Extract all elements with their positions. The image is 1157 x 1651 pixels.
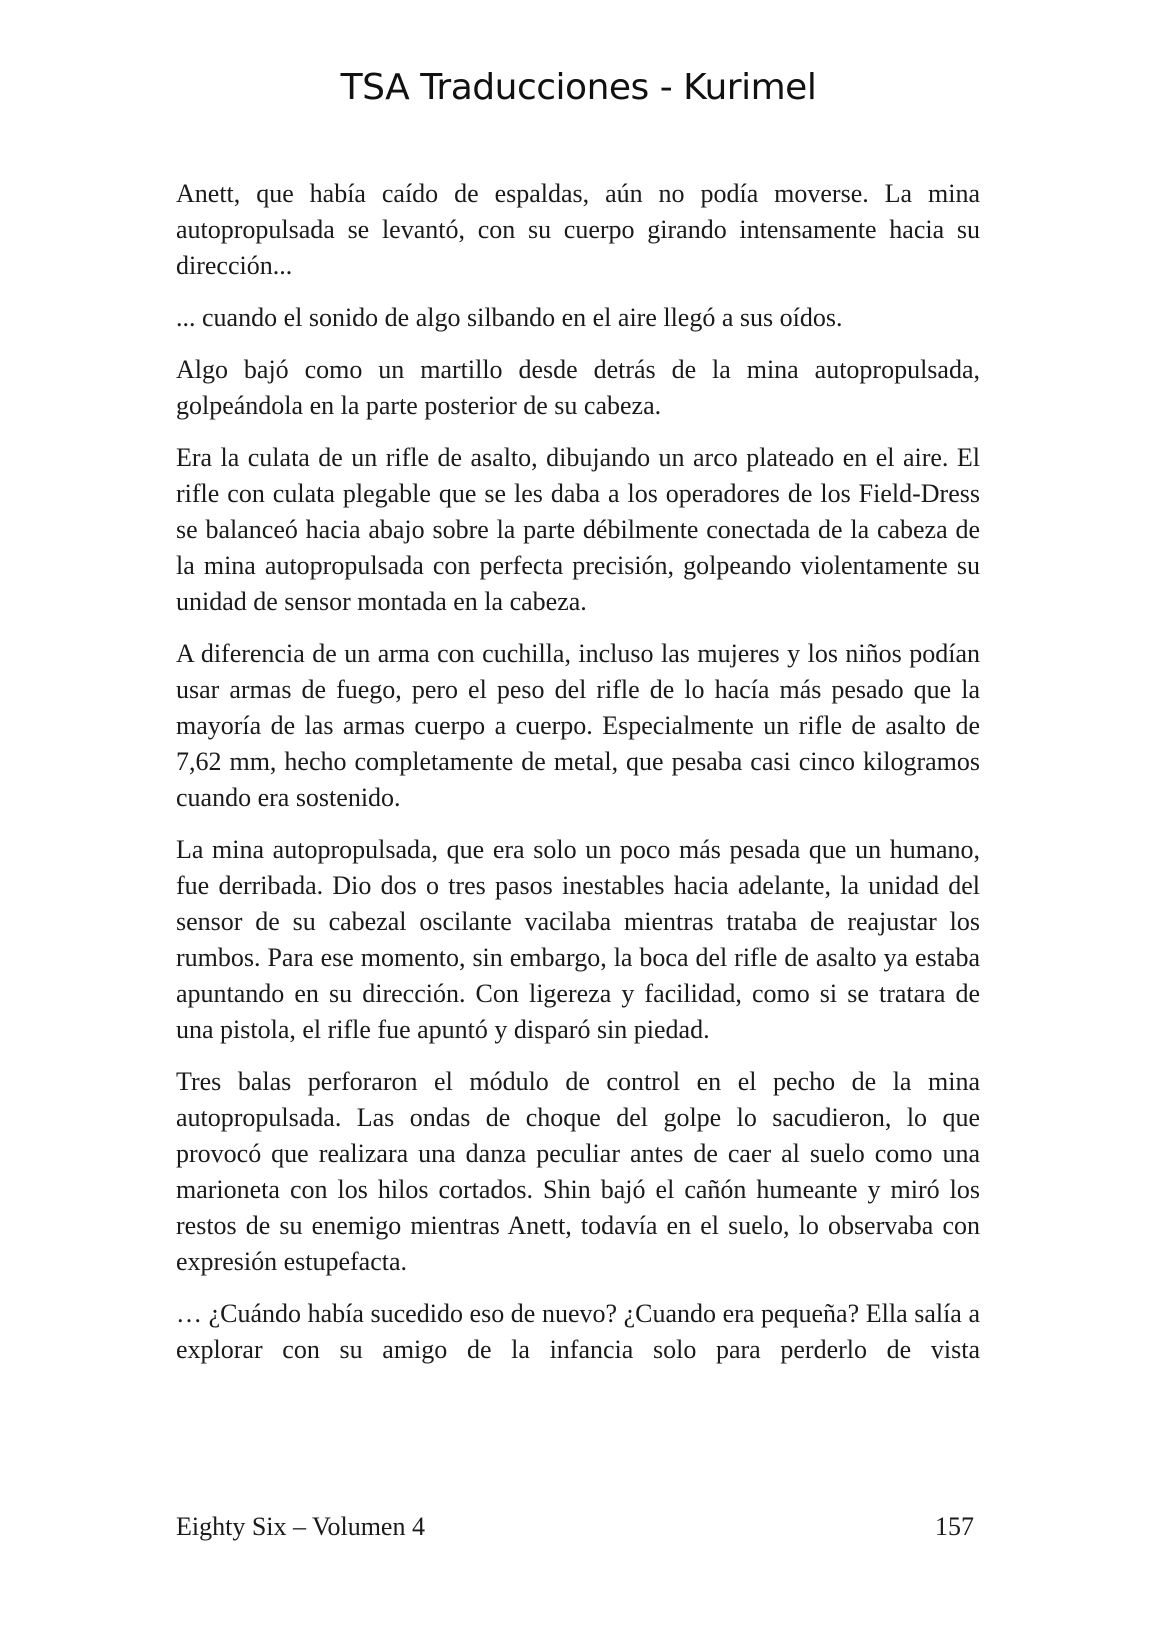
- paragraph: Tres balas perforaron el módulo de control en el pecho de la mina autopropulsada. Las ondas de choque del golpe lo sacudieron, lo que provocó que realizara una danza peculiar antes de caer al suelo como una marioneta con los hilos cortados. Shin bajó el cañón humeante y miró los restos de su enemigo mientras Anett, todavía en el suelo, lo observaba con expresión estupefacta.: [176, 1067, 980, 1276]
- paragraph: ... cuando el sonido de algo silbando en el aire llegó a sus oídos.: [176, 303, 843, 332]
- footer-book-title: Eighty Six – Volumen 4: [176, 1512, 425, 1541]
- paragraph: A diferencia de un arma con cuchilla, incluso las mujeres y los niños podían usar armas de fuego, pero el peso del rifle de lo hacía más pesado que la mayoría de las armas cuerpo a cuerpo. Especialmente un rifle de asalto de 7,62 mm, hecho completamente de metal, que pesaba casi cinco kilogramos cuando era sostenido.: [176, 639, 980, 812]
- paragraph: Anett, que había caído de espaldas, aún no podía moverse. La mina autopropulsada se levantó, con su cuerpo girando intensamente hacia su dirección...: [176, 179, 980, 280]
- body-text: [176, 176, 980, 1384]
- paragraph: La mina autopropulsada, que era solo un poco más pesada que un humano, fue derribada. Dio dos o tres pasos inestables hacia adelante, la unidad del sensor de su cabezal oscilante vacilaba mientras trataba de reajustar los rumbos. Para ese momento, sin embargo, la boca del rifle de asalto ya estaba apuntando en su dirección. Con ligereza y facilidad, como si se tratara de una pistola, el rifle fue apuntó y disparó sin piedad.: [176, 835, 980, 1044]
- paragraph: Era la culata de un rifle de asalto, dibujando un arco plateado en el aire. El rifle con culata plegable que se les daba a los operadores de los Field-Dress se balanceó hacia abajo sobre la parte débilmente conectada de la cabeza de la mina autopropulsada con perfecta precisión, golpeando violentamente su unidad de sensor montada en la cabeza.: [176, 443, 980, 616]
- page-number: 157: [935, 1512, 974, 1541]
- paragraph: Algo bajó como un martillo desde detrás de la mina autopropulsada, golpeándola en la parte posterior de su cabeza.: [176, 355, 980, 420]
- paragraph: … ¿Cuándo había sucedido eso de nuevo? ¿Cuando era pequeña? Ella salía a explorar con su amigo de la infancia solo para perderlo de vista: [176, 1299, 980, 1364]
- page-header-title: TSA Traducciones - Kurimel: [340, 67, 817, 108]
